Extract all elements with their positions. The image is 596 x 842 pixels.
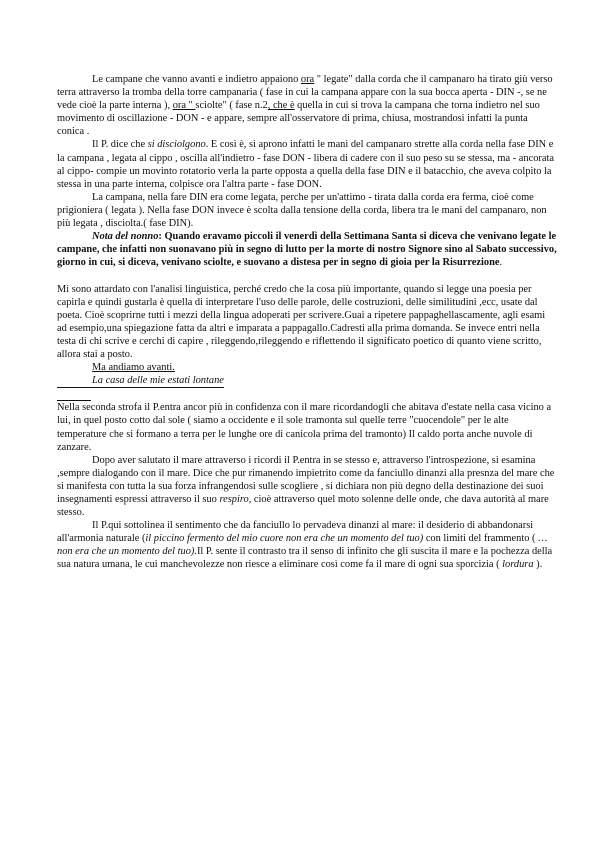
italic-term: respiro [219, 494, 249, 505]
text-span: sciolte" ( fase n.2 [195, 100, 268, 112]
text-span: ). [533, 559, 543, 571]
underlined-ora: ora " [172, 100, 196, 112]
italic-quote: …non era che un momento del tuo). [57, 533, 548, 558]
paragraph-seconda-strofa: Nella seconda strofa il P.entra ancor più in confidenza con il mare ricordandogli che abitava d'estate nella casa vicino a lui, in quel posto cotto dal sole ( siamo a occidente e il sole tramonta sul quelle terre "cuocendole" per le alte temperature che si formano a terra per le lunghe ore di canicola prima del tramonto) Il caldo porta anche nuvole di zanzare. [57, 402, 552, 453]
section-heading: La casa delle mie estati lontane [92, 374, 224, 388]
rule-line [57, 388, 557, 401]
paragraph-introspezione [57, 454, 557, 519]
text-span: Il P.qui sottolinea il sentimento che da fanciullo lo pervadeva dinanzi al mare: il desiderio di abbandonarsi all'armonia naturale ( [57, 520, 534, 545]
text-span: Le campane che vanno avanti e indietro appaiono [92, 74, 301, 85]
note-label: Nota del nonno [92, 231, 159, 243]
paragraph-nota-del-nonno [57, 230, 557, 269]
italic-term: si disciolgono [147, 139, 206, 151]
document-page [57, 73, 557, 572]
paragraph-legata: La campana, nella fare DIN era come legata, perche per un'attimo - tirata dalla corda era ferma, cioè come prigioniera ( legata ). Nella fase DON invece è scolta dalla tensione della corda, libera tra le mani del campanaro, non più legata , disciolta.( fase DIN). [57, 191, 547, 230]
text-span: Il P. dice che [92, 139, 148, 151]
paragraph-disciolgono [57, 138, 557, 190]
paragraph-sentimento [57, 519, 557, 571]
underlined-che-e: , che è [267, 100, 295, 112]
italic-term: lordura [502, 559, 534, 571]
paragraph-campane [57, 73, 557, 138]
text-span: , cioè attraverso quel moto solenne delle onde, che dava autorità al mare stesso. [57, 494, 549, 519]
text-span: Dopo aver salutato il mare attraverso i ricordi il P.entra in se stesso e, attraverso l'introspezione, si esamina ,sempre dialogando con il mare. Dice che pur rimanendo impietrito come da fanciullo dinanzi alla presnza del mare che si manifesta con tutta la sua forza infrangendosi sulle scogliere , si dichiara non più degno della destinazione dei suoi insegnamenti espressi attraverso il suo [57, 454, 555, 505]
text-span: con limiti del frammento ( [423, 533, 539, 545]
short-rule [57, 390, 91, 401]
text-span: Il P. sente il contrasto tra il senso di infinito che gli suscita il mare e la pochezza della sua natura umana, le cui manchevolezze non riesce a eliminare così come fa il mare di ogni sua sporcizia ( [57, 546, 553, 571]
paragraph-analisi: Mi sono attardato con l'analisi linguistica, perché credo che la cosa più importante, quando si legge una poesia per capirla e quindi gustarla è quella di interpretare l'uso delle parole, delle costruzioni, delle similitudini ,ecc, usate dal poeta. Cioè scoprirne tutti i mezzi della lingua adoperati per scrivere.Guai a ripetere pappaghellascamente, agli esami ad esempio,una spiegazione fatta da altri e imparata a pappagallo.Cadresti alla prima domanda. Se invece entri nella testa di chi scrive e cerchi di capire , rileggendo,rileggendo e riflettendo il significato poetico di quanto viene scritto, allora stai a posto. [57, 283, 546, 360]
text-span: . E così è, si aprono infatti le mani del campanaro strette alla corda nella fase DIN e la campana , legata al cippo , oscilla all'indietro - fase DON - libera di cadere con il suo peso su se stessa, ma - ancorata al cippo- compie un movinto rotatorio verla la parte opposta a quella della fase DIN e il batacchio, che aveva colpito la stessa in una parte interna, colpisce ora l'altra parte - fase DON. [57, 139, 554, 190]
note-text: : Quando eravamo piccoli il venerdì della Settimana Santa si diceva che venivano legate le campane, che infatti non suonavano più in segno di lutto per la morte di nostro Signore sino al Sabato successivo, giorno in cui, si diceva, venivano sciolte, e suovano a distesa per in segno di gioia per la Risurrezione [57, 231, 557, 269]
heading-underline-lead [57, 377, 92, 388]
text-span: . [499, 257, 503, 269]
underlined-ora: ora [300, 74, 315, 85]
section-heading-line [57, 374, 557, 388]
italic-quote: il piccino fermento del mio cuore non era che un momento del tuo) [145, 533, 424, 545]
text-span: quella in cui si trova la campana che torna indietro nel suo movimento di oscillazione - DON - e appare, sempre all'osservatore di prima, chiusa, mostrandosi infatti la punta conica . [57, 100, 540, 138]
underlined-text: Ma andiamo avanti. [92, 362, 175, 374]
text-span: " legate" dalla corda che il campanaro ha tirato giù verso terra attraverso la tromba della torre campanaria ( fase in cui la campana appare con la sua bocca aperta - DIN -, se ne vede cioè la parte interna ), [57, 74, 553, 112]
blank-line [57, 269, 557, 282]
line-ma-andiamo [57, 361, 557, 374]
